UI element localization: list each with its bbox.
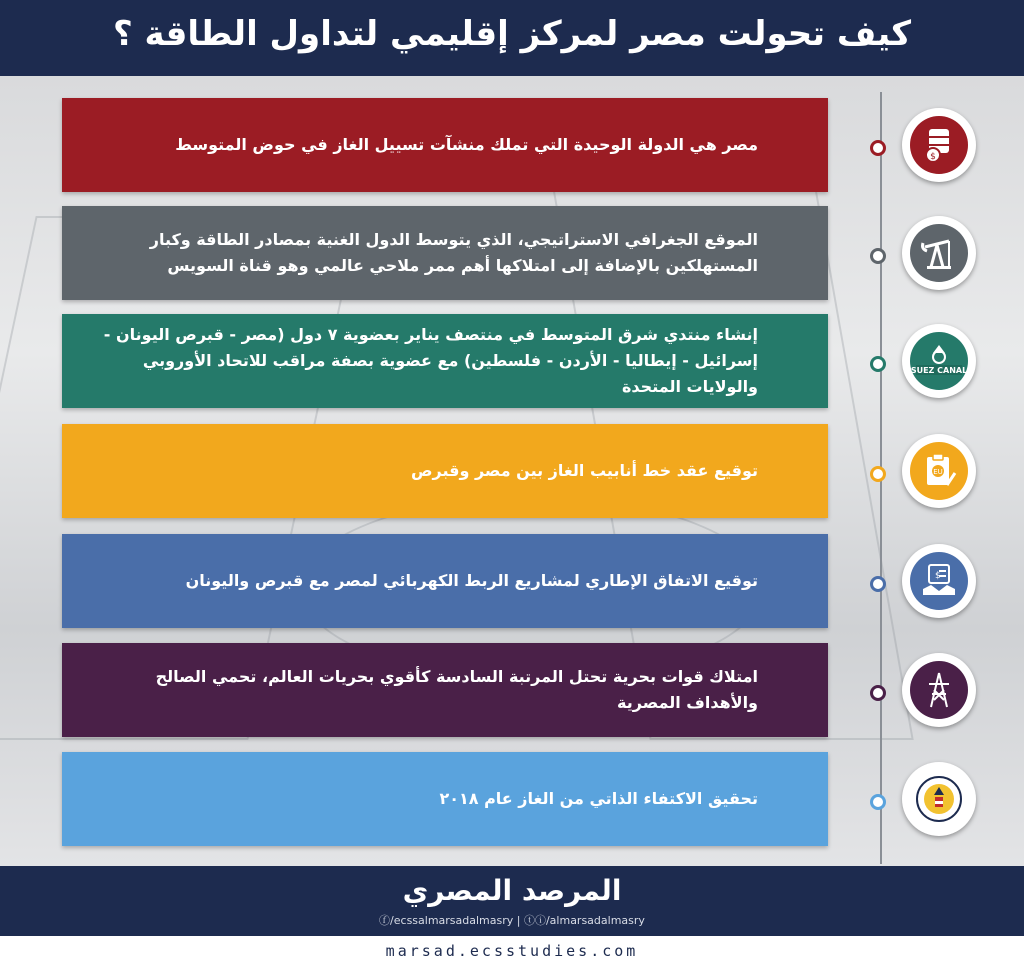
card-text: توقيع عقد خط أنابيب الغاز بين مصر وقبرص	[410, 461, 758, 480]
oil-barrel-dollar-icon	[910, 116, 968, 174]
info-card	[62, 98, 828, 192]
timeline-dot	[870, 576, 886, 592]
card-text: مصر هي الدولة الوحيدة التي تملك منشآت تسييل الغاز في حوض المتوسط	[175, 135, 758, 154]
timeline-dot	[870, 685, 886, 701]
power-tower-icon	[910, 661, 968, 719]
icon-badge	[902, 216, 976, 290]
icon-badge	[902, 434, 976, 508]
header-bar	[0, 0, 1024, 76]
svg-text:$: $	[935, 571, 941, 581]
info-card	[62, 424, 828, 518]
svg-text:$: $	[930, 152, 936, 162]
timeline-dot	[870, 356, 886, 372]
card-text: الموقع الجغرافي الاستراتيجي، الذي يتوسط الدول الغنية بمصادر الطاقة وكبار المستهلكين بالإضافة إلى امتلاكها أهم ممر ملاحي عالمي وهو قناة السويس	[149, 230, 758, 275]
info-card	[62, 643, 828, 737]
oil-pump-icon	[910, 224, 968, 282]
timeline-dot	[870, 794, 886, 810]
timeline-dot	[870, 466, 886, 482]
svg-text:SUEZ CANAL: SUEZ CANAL	[910, 366, 968, 375]
website-url[interactable]: marsad.ecsstudies.com	[0, 936, 1024, 966]
info-card	[62, 314, 828, 408]
eu-contract-icon	[910, 442, 968, 500]
timeline-dot	[870, 140, 886, 156]
card-text: امتلاك قوات بحرية تحتل المرتبة السادسة كأقوي بحريات العالم، تحمي الصالح والأهداف المصرية	[155, 667, 758, 712]
page-title: كيف تحولت مصر لمركز إقليمي لتداول الطاقة ؟	[112, 14, 912, 54]
footer-bar	[0, 866, 1024, 936]
card-text: توقيع الاتفاق الإطاري لمشاريع الربط الكهربائي لمصر مع قبرص واليونان	[185, 571, 758, 590]
card-text: إنشاء منتدي شرق المتوسط في منتصف يناير بعضوية ٧ دول (مصر - قبرص اليونان - إسرائيل - إيطاليا - الأردن - فلسطين) مع عضوية بصفة مراقب للاتحاد الأوروبي والولايات المتحدة	[103, 325, 758, 396]
suez-canal-logo	[910, 332, 968, 390]
svg-text:EU: EU	[933, 468, 943, 476]
info-card	[62, 752, 828, 846]
icon-badge	[902, 762, 976, 836]
info-card	[62, 206, 828, 300]
icon-badge	[902, 324, 976, 398]
egyptian-navy-emblem	[910, 770, 968, 828]
timeline-dot	[870, 248, 886, 264]
social-handles: ⓕ/ecssalmarsadalmasry | ⓣⓘ/almarsadalmasry	[379, 914, 645, 927]
icon-badge	[902, 108, 976, 182]
icon-badge	[902, 653, 976, 727]
handshake-agreement-icon	[910, 552, 968, 610]
icon-badge	[902, 544, 976, 618]
card-text: تحقيق الاكتفاء الذاتي من الغاز عام ٢٠١٨	[439, 789, 758, 808]
info-card	[62, 534, 828, 628]
brand-logo: المرصد المصري	[402, 874, 622, 907]
